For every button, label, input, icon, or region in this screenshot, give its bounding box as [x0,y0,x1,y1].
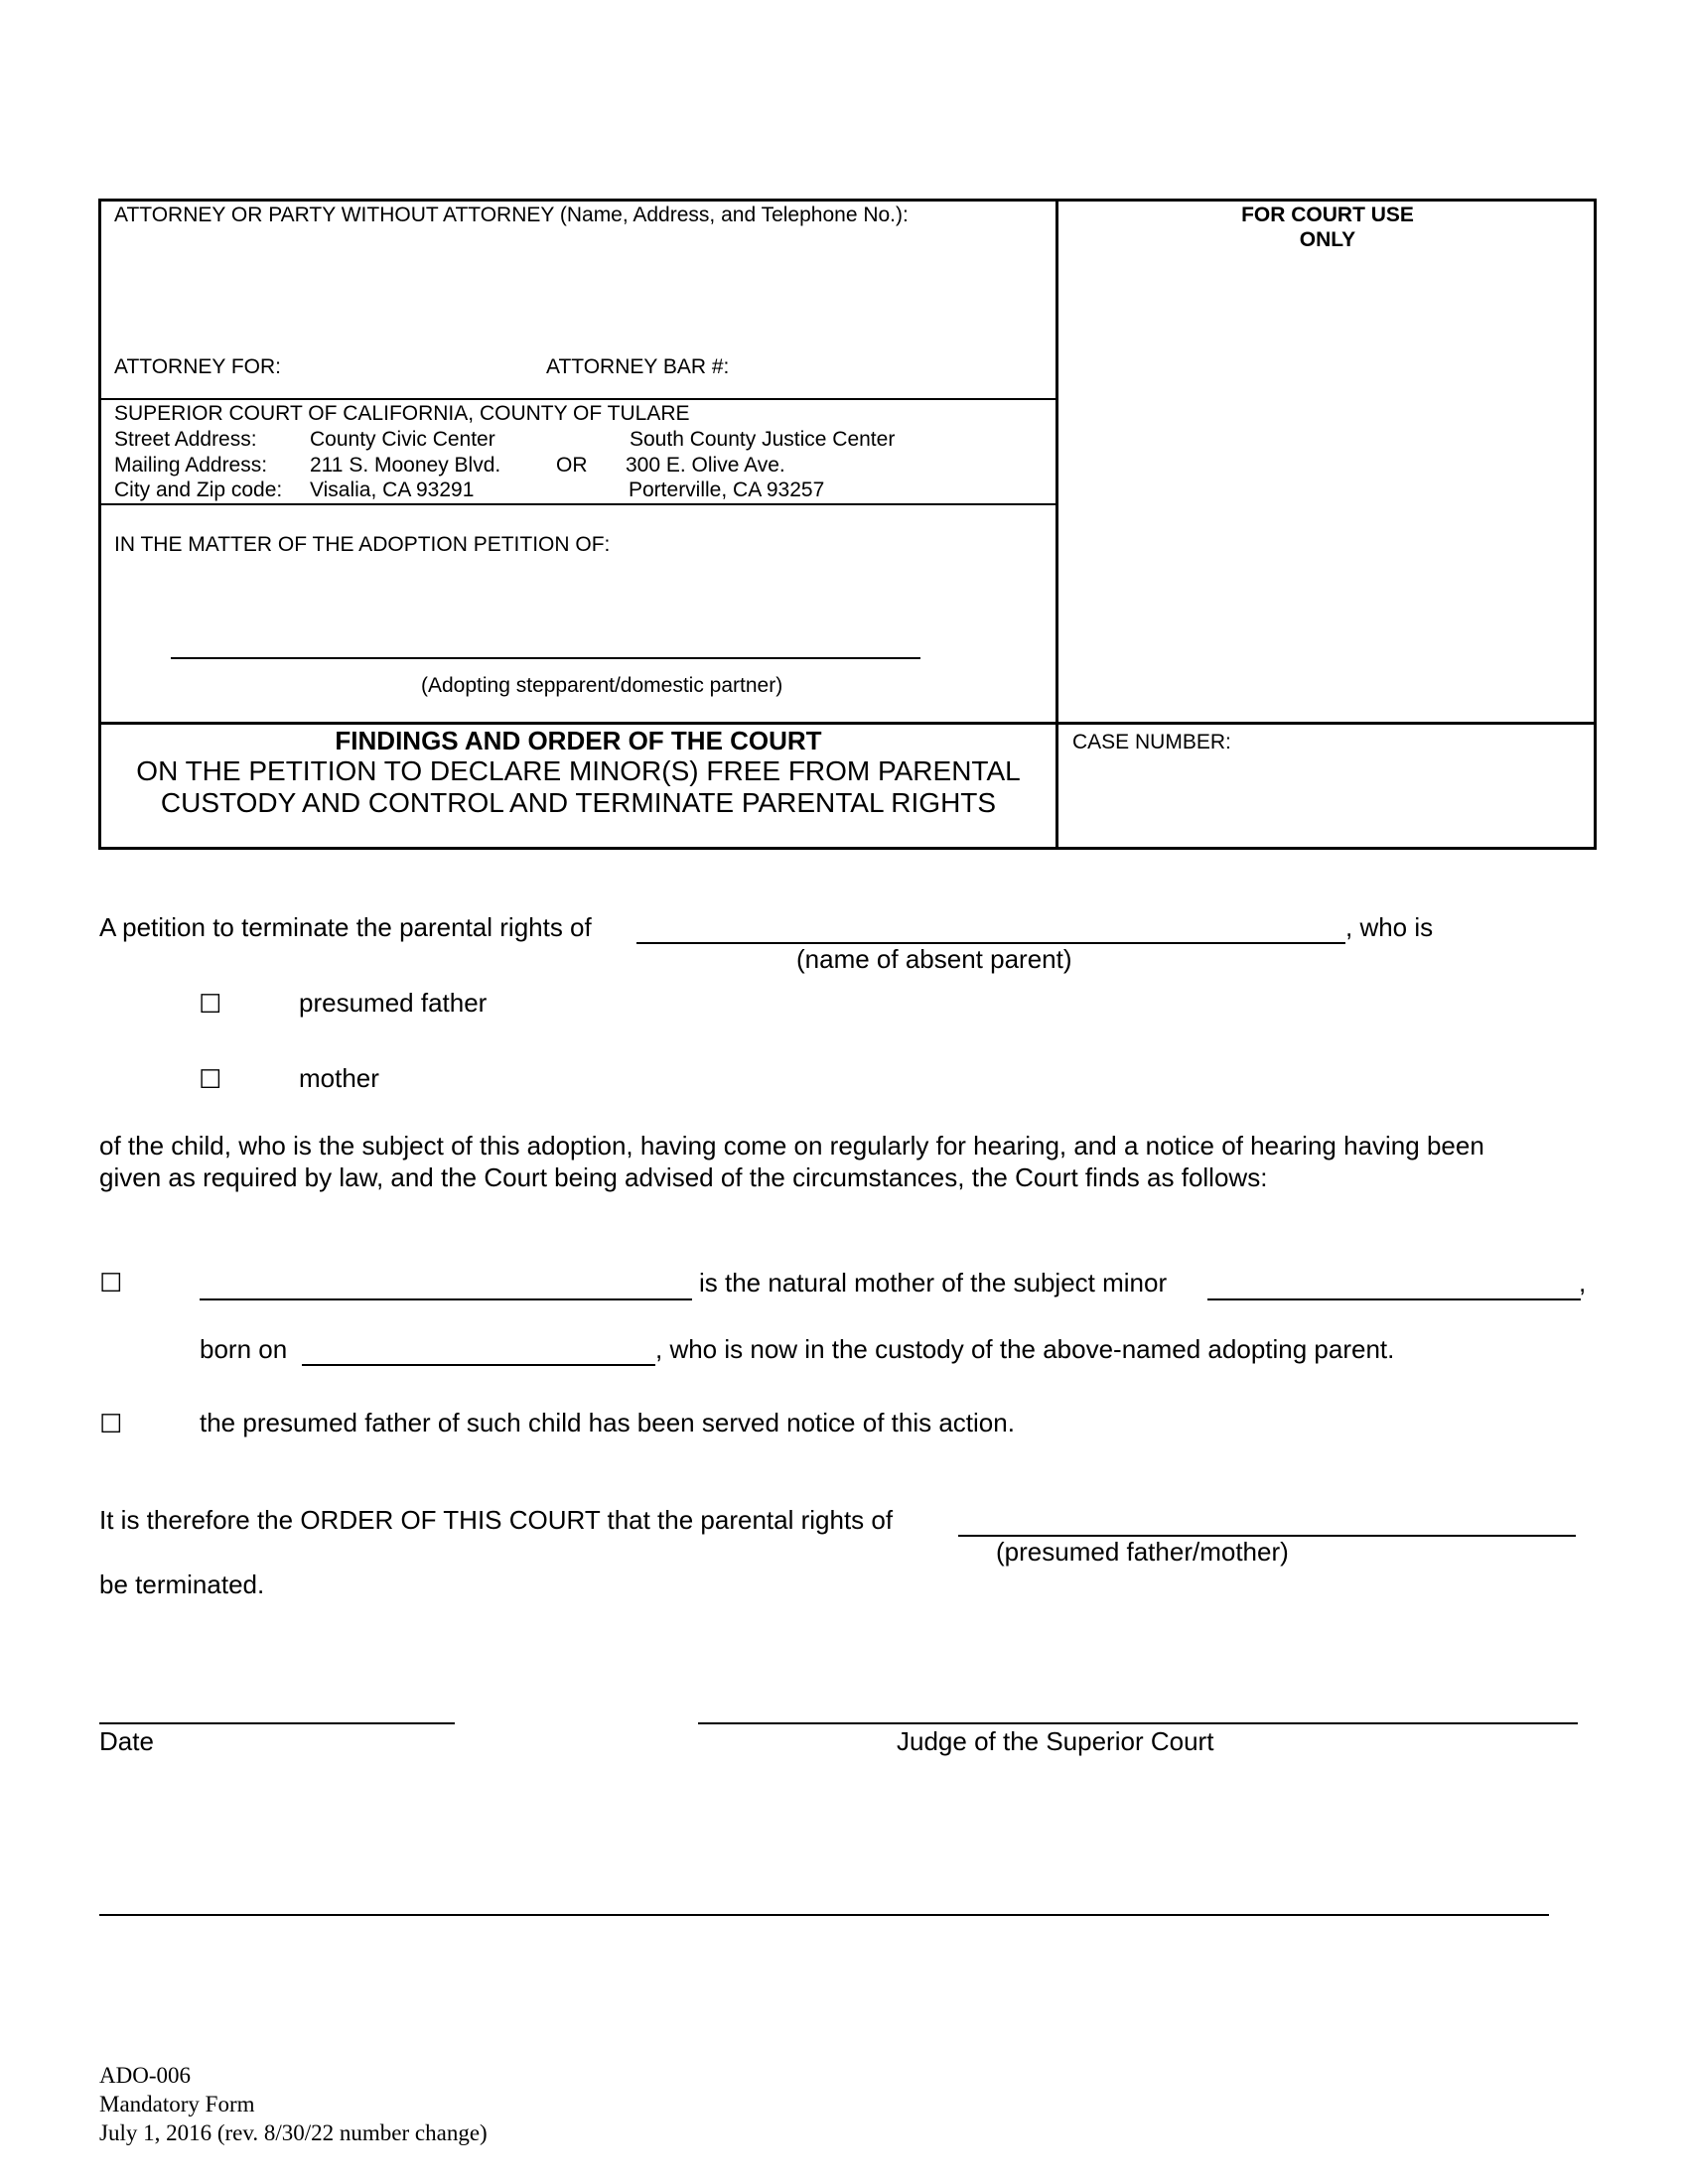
born-on-label: born on [200,1334,288,1364]
form-subtitle-1: ON THE PETITION TO DECLARE MINOR(S) FREE FROM PARENTAL [136,755,1021,786]
case-number-label: CASE NUMBER: [1072,731,1231,753]
who-is-text: , who is [1345,912,1434,942]
date-label: Date [99,1726,154,1756]
served-text: the presumed father of such child has been served notice of this action. [200,1408,1015,1437]
order-caption: (presumed father/mother) [996,1537,1289,1567]
mailing-address-label: Mailing Address: [114,454,268,477]
or-label: OR [556,454,588,477]
location-2-city: Porterville, CA 93257 [629,478,825,501]
born-on-line[interactable] [302,1364,655,1366]
matter-label: IN THE MATTER OF THE ADOPTION PETITION OF: [114,533,611,556]
mother-label: mother [299,1063,379,1093]
custody-text: , who is now in the custody of the above-named adopting parent. [655,1334,1395,1364]
location-2-mailing: 300 E. Olive Ave. [626,454,785,477]
served-checkbox[interactable]: ☐ [99,1409,123,1438]
footer-rule [99,1914,1549,1916]
absent-parent-caption: (name of absent parent) [796,944,1072,974]
date-line[interactable] [99,1722,455,1724]
petition-text: A petition to terminate the parental rights of [99,912,592,942]
judge-label: Judge of the Superior Court [897,1726,1214,1756]
court-name: SUPERIOR COURT OF CALIFORNIA, COUNTY OF TULARE [114,402,690,425]
caption-rule-2 [98,503,1057,505]
presumed-father-checkbox[interactable]: ☐ [199,989,222,1019]
location-1-street: County Civic Center [310,428,495,451]
location-2-street: South County Justice Center [630,428,896,451]
caption-divider [1055,199,1058,850]
location-1-mailing: 211 S. Mooney Blvd. [310,454,501,477]
mother-checkbox[interactable]: ☐ [199,1064,222,1094]
petitioner-name-line[interactable] [171,657,920,659]
street-address-label: Street Address: [114,428,257,451]
natural-mother-text: is the natural mother of the subject minor [699,1268,1168,1297]
terminated-text: be terminated. [99,1570,265,1599]
natural-mother-name-line[interactable] [200,1298,692,1300]
form-date: July 1, 2016 (rev. 8/30/22 number change) [99,2120,488,2145]
attorney-bar-label: ATTORNEY BAR #: [546,355,730,378]
caption-rule-1 [98,398,1057,400]
form-title: FINDINGS AND ORDER OF THE COURT [335,726,822,755]
natural-mother-checkbox[interactable]: ☐ [99,1268,123,1297]
attorney-label: ATTORNEY OR PARTY WITHOUT ATTORNEY (Name, Address, and Telephone No.): [114,204,909,226]
findings-paragraph-line-2: given as required by law, and the Court being advised of the circumstances, the Court finds as follows: [99,1162,1268,1192]
petitioner-caption: (Adopting stepparent/domestic partner) [421,674,783,697]
judge-signature-line[interactable] [698,1722,1578,1724]
findings-paragraph-line-1: of the child, who is the subject of this adoption, having come on regularly for hearing, and a notice of hearing having been [99,1131,1484,1160]
form-subtitle-2: CUSTODY AND CONTROL AND TERMINATE PARENTAL RIGHTS [160,787,997,818]
form-id: ADO-006 [99,2063,191,2088]
comma-text: , [1579,1268,1587,1297]
court-use-label: FOR COURT USE [1241,204,1414,226]
location-1-city: Visalia, CA 93291 [310,478,475,501]
attorney-for-label: ATTORNEY FOR: [114,355,282,378]
city-zip-label: City and Zip code: [114,478,283,501]
subject-minor-line[interactable] [1207,1298,1581,1300]
presumed-father-label: presumed father [299,988,488,1018]
order-text: It is therefore the ORDER OF THIS COURT that the parental rights of [99,1505,894,1535]
court-use-label-2: ONLY [1299,228,1356,251]
form-type: Mandatory Form [99,2092,255,2116]
